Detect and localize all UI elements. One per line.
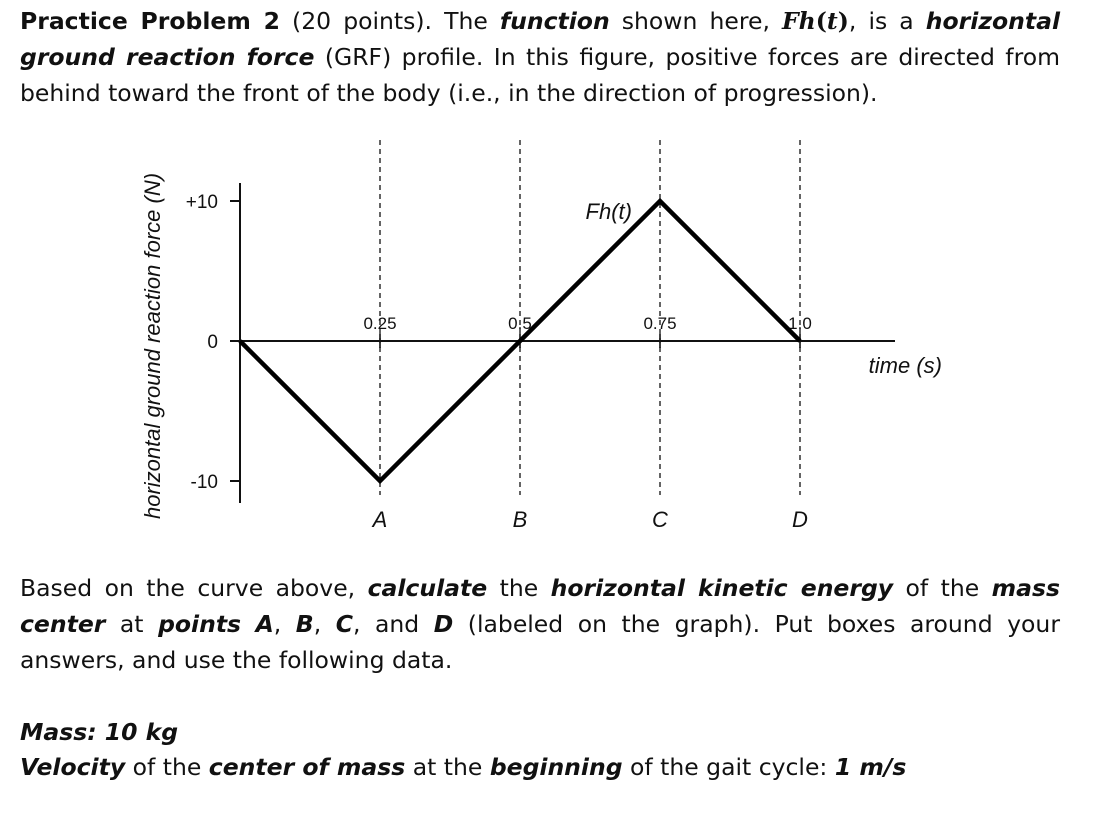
x-tick-label-3: 1.0	[788, 314, 812, 333]
velocity-data	[20, 749, 906, 785]
function-paren-close: )	[837, 7, 849, 35]
and-text: , and	[352, 610, 434, 638]
intro-text-2: shown here,	[609, 7, 782, 35]
comma-2: ,	[313, 610, 336, 638]
point-d-ref: D	[433, 610, 454, 638]
point-label-d: D	[792, 507, 808, 532]
x-tick-label-1: 0.5	[508, 314, 532, 333]
y-tick-label-2: -10	[190, 472, 218, 493]
point-label-c: C	[652, 507, 668, 532]
term-center-of-mass: center of mass	[208, 753, 406, 781]
intro-text-4: (GRF) profile. In this figure, positive forces are directed from behind toward the front of the body (i.e., in the direction of progression).	[20, 43, 1060, 107]
y-tick-label-0: +10	[185, 192, 218, 213]
point-c-ref: C	[335, 610, 353, 638]
question-text-5: (labeled on the graph). Put boxes around your answers, and use the following data.	[20, 610, 1060, 674]
function-paren-open: (	[815, 7, 827, 35]
y-tick-label-1: 0	[207, 332, 218, 353]
word-velocity: Velocity	[20, 753, 126, 781]
question-text-1: Based on the curve above,	[20, 574, 368, 602]
question-text-2: the	[487, 574, 551, 602]
question-text-3: of the	[893, 574, 992, 602]
word-function: function	[499, 7, 610, 35]
problem-heading: Practice Problem 2	[20, 7, 280, 35]
velocity-text-2: at the	[405, 753, 490, 781]
word-points: points	[158, 610, 242, 638]
velocity-text-1: of the	[125, 753, 209, 781]
mass-data	[20, 714, 178, 750]
term-mass-center: mass center	[20, 574, 1060, 638]
intro-text-3: , is a	[848, 7, 926, 35]
x-tick-label-0: 0.25	[363, 314, 397, 333]
term-grf: horizontal ground reaction force	[20, 7, 1061, 71]
comma-1: ,	[273, 610, 296, 638]
velocity-value: 1 m/s	[834, 753, 907, 781]
function-arg: t	[826, 7, 838, 35]
word-beginning: beginning	[489, 753, 623, 781]
question-text-4: at	[105, 610, 159, 638]
function-name: Fh	[782, 7, 816, 35]
point-b-ref: B	[295, 610, 314, 638]
word-calculate: calculate	[367, 574, 488, 602]
x-axis-label: time (s)	[868, 353, 942, 378]
y-axis-label: horizontal ground reaction force (N)	[140, 172, 165, 520]
point-label-a: A	[372, 507, 388, 532]
question-paragraph	[20, 570, 1060, 678]
term-kinetic-energy: horizontal kinetic energy	[550, 574, 894, 602]
x-tick-label-2: 0.75	[643, 314, 677, 333]
intro-text-1: (20 points). The	[279, 7, 500, 35]
curve-label: Fh(t)	[585, 199, 632, 224]
point-a-ref: A	[255, 610, 274, 638]
mass-label: Mass: 10 kg	[20, 718, 179, 746]
point-label-b: B	[512, 507, 528, 532]
velocity-text-3: of the gait cycle:	[622, 753, 835, 781]
